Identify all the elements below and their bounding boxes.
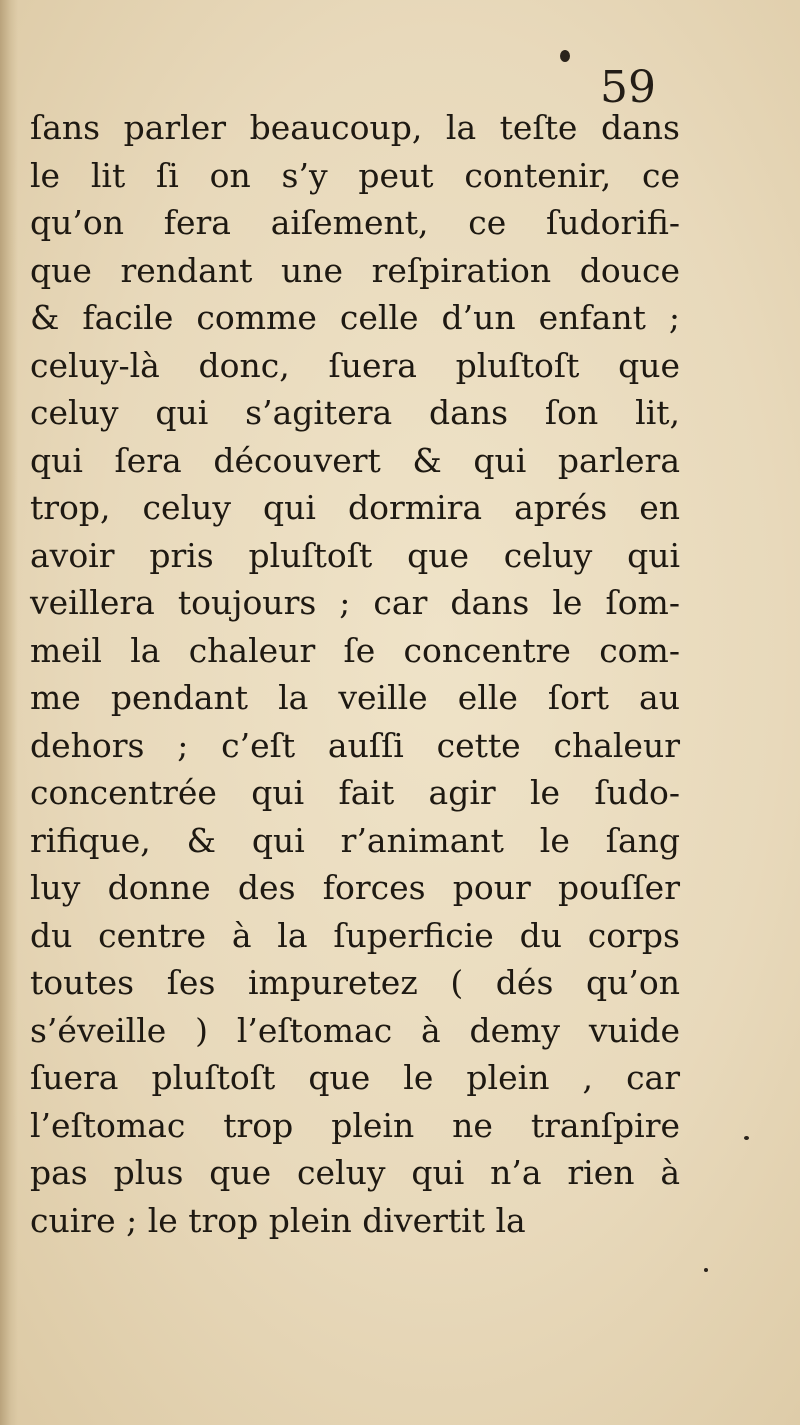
text-line: me pendant la veille elle ſort au — [30, 678, 680, 717]
text-line: avoir pris pluſtoſt que celuy qui — [30, 535, 680, 575]
text-line: rifique, & qui r’animant le ſang — [30, 820, 680, 860]
page-gutter — [0, 0, 18, 1425]
text-line: concentrée qui fait agir le ſudo- — [30, 773, 680, 812]
text-line: ſuera pluſtoſt que le plein , car — [30, 1058, 680, 1097]
text-line: pas plus que celuy qui n’a rien à — [30, 1153, 680, 1192]
text-line: meil la chaleur ſe concentre com- — [30, 630, 680, 670]
text-line: trop, celuy qui dormira aprés en — [30, 488, 680, 527]
ink-speck — [560, 50, 570, 62]
page-number: 59 — [600, 62, 656, 113]
text-line: dehors ; c’eſt auſſi cette chaleur — [30, 725, 680, 765]
body-text — [30, 104, 680, 1244]
text-line: ſans parler beaucoup, la teſte dans — [30, 108, 680, 147]
ink-speck — [744, 1136, 749, 1140]
text-line: celuy qui s’agitera dans ſon lit, — [30, 393, 680, 432]
text-line: veillera toujours ; car dans le ſom- — [30, 583, 680, 622]
text-line: toutes ſes impuretez ( dés qu’on — [30, 963, 680, 1002]
text-line: l’eſtomac trop plein ne tranſpire — [30, 1105, 680, 1145]
text-line: s’éveille ) l’eſtomac à demy vuide — [30, 1010, 680, 1050]
text-line: que rendant une reſpiration douce — [30, 250, 680, 290]
text-line: qui ſera découvert & qui parlera — [30, 440, 680, 480]
text-line: qu’on fera aiſement, ce ſudorifi- — [30, 203, 680, 242]
text-line: cuire ; le trop plein divertit la — [30, 1200, 526, 1240]
text-line: luy donne des forces pour pouſſer — [30, 868, 680, 907]
text-line: le lit ſi on s’y peut contenir, ce — [30, 155, 680, 195]
text-line: du centre à la ſuperficie du corps — [30, 915, 680, 955]
ink-speck — [704, 1268, 708, 1272]
text-line: celuy-là donc, ſuera pluſtoſt que — [30, 345, 680, 385]
text-line: & facile comme celle d’un enfant ; — [30, 298, 680, 337]
